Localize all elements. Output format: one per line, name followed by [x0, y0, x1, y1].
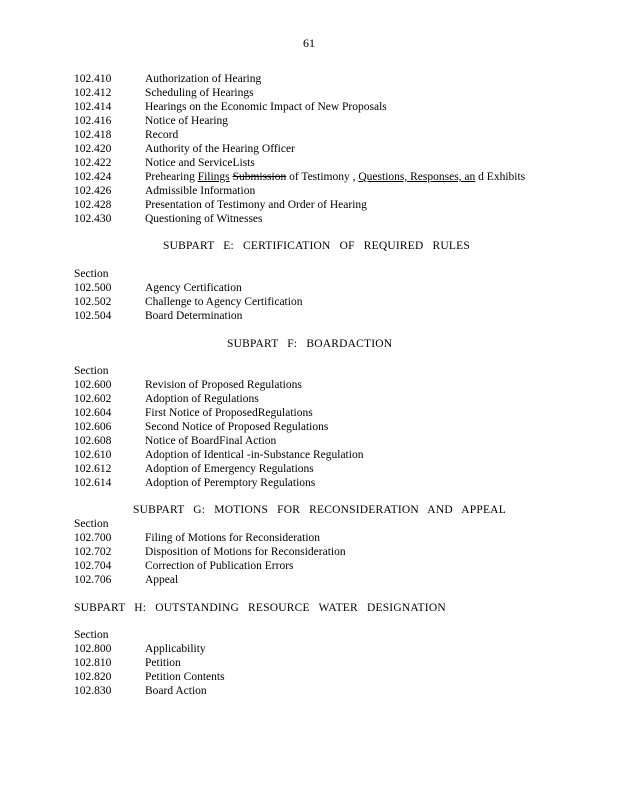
section-title: Authorization of Hearing	[145, 73, 262, 85]
toc-row	[74, 656, 181, 670]
toc-row	[74, 378, 302, 392]
section-title: First Notice of ProposedRegulations	[145, 407, 313, 419]
toc-row	[74, 670, 225, 684]
section-title: Correction of Publication Errors	[145, 560, 294, 572]
toc-row	[74, 281, 242, 295]
section-label: Section	[74, 268, 109, 280]
toc-row	[74, 198, 367, 212]
toc-row	[74, 392, 259, 406]
subpart-e-heading: SUBPART E: CERTIFICATION OF REQUIRED RULES	[163, 240, 470, 252]
section-title: Applicability	[145, 643, 206, 655]
deleted-text: Submission	[232, 171, 287, 183]
section-title: Questioning of Witnesses	[145, 213, 263, 225]
section-number: 102.504	[74, 310, 112, 322]
toc-row	[74, 184, 255, 198]
section-number: 102.422	[74, 157, 112, 169]
section-number: 102.700	[74, 532, 112, 544]
toc-row	[74, 100, 387, 114]
section-number: 102.502	[74, 296, 112, 308]
section-title	[145, 170, 525, 184]
section-number: 102.612	[74, 463, 112, 475]
section-number: 102.420	[74, 143, 112, 155]
section-title: Board Action	[145, 685, 207, 697]
toc-row	[74, 295, 302, 309]
section-title: Adoption of Identical -in-Substance Regulation	[145, 449, 364, 461]
title-part: d Exhibits	[475, 171, 526, 183]
section-title: Notice of BoardFinal Action	[145, 435, 277, 447]
toc-row	[74, 114, 228, 128]
section-number: 102.500	[74, 282, 112, 294]
section-title: Appeal	[145, 574, 179, 586]
toc-row	[74, 434, 276, 448]
toc-row	[74, 212, 263, 226]
section-title: Adoption of Emergency Regulations	[145, 463, 314, 475]
toc-row	[74, 476, 315, 490]
section-title: Hearings on the Economic Impact of New Proposals	[145, 101, 387, 113]
toc-row	[74, 684, 207, 698]
subpart-h-heading: SUBPART H: OUTSTANDING RESOURCE WATER DESIGNATION	[74, 602, 446, 614]
section-title: Admissible Information	[145, 185, 256, 197]
toc-row	[74, 642, 206, 656]
toc-row	[74, 559, 294, 573]
section-number: 102.426	[74, 185, 112, 197]
section-title: Agency Certification	[145, 282, 242, 294]
section-number: 102.830	[74, 685, 112, 697]
section-number: 102.430	[74, 213, 112, 225]
toc-row	[74, 309, 242, 323]
section-number: 102.704	[74, 560, 112, 572]
section-number: 102.614	[74, 477, 112, 489]
section-number: 102.608	[74, 435, 112, 447]
toc-row	[74, 573, 178, 587]
toc-row	[74, 86, 254, 100]
toc-row	[74, 406, 313, 420]
section-title: Challenge to Agency Certification	[145, 296, 303, 308]
section-title: Board Determination	[145, 310, 243, 322]
toc-row	[74, 420, 328, 434]
section-label: Section	[74, 629, 109, 641]
title-part: Prehearing	[145, 171, 198, 183]
section-number: 102.604	[74, 407, 112, 419]
section-number: 102.706	[74, 574, 112, 586]
section-title: Notice and ServiceLists	[145, 157, 255, 169]
inserted-text: Filings	[197, 171, 230, 183]
section-number: 102.414	[74, 101, 112, 113]
section-number: 102.410	[74, 73, 112, 85]
section-number: 102.820	[74, 671, 112, 683]
section-title: Authority of the Hearing Officer	[145, 143, 295, 155]
section-title: Second Notice of Proposed Regulations	[145, 421, 329, 433]
section-number: 102.412	[74, 87, 112, 99]
section-number: 102.800	[74, 643, 112, 655]
section-number: 102.602	[74, 393, 112, 405]
toc-row-amended	[74, 170, 525, 184]
toc-row	[74, 545, 346, 559]
section-number: 102.810	[74, 657, 112, 669]
toc-row	[74, 531, 320, 545]
section-title: Presentation of Testimony and Order of Hearing	[145, 199, 367, 211]
section-title: Notice of Hearing	[145, 115, 229, 127]
section-title: Adoption of Peremptory Regulations	[145, 477, 316, 489]
section-number: 102.416	[74, 115, 112, 127]
subpart-f-heading: SUBPART F: BOARDACTION	[227, 338, 393, 350]
section-number: 102.424	[74, 171, 112, 183]
toc-row	[74, 72, 261, 86]
subpart-g-heading: SUBPART G: MOTIONS FOR RECONSIDERATION AND APPEAL	[133, 504, 506, 516]
section-label: Section	[74, 518, 109, 530]
section-title: Petition	[145, 657, 181, 669]
section-title: Scheduling of Hearings	[145, 87, 254, 99]
inserted-text: Questions, Responses, an	[358, 171, 476, 183]
section-title: Filing of Motions for Reconsideration	[145, 532, 321, 544]
title-part: of Testimony ,	[286, 171, 359, 183]
section-number: 102.606	[74, 421, 112, 433]
section-title: Record	[145, 129, 179, 141]
toc-row	[74, 142, 295, 156]
section-number: 102.428	[74, 199, 112, 211]
section-title: Adoption of Regulations	[145, 393, 259, 405]
section-label: Section	[74, 365, 109, 377]
section-number: 102.418	[74, 129, 112, 141]
section-title: Revision of Proposed Regulations	[145, 379, 302, 391]
page-number: 61	[303, 36, 315, 50]
toc-row	[74, 128, 178, 142]
toc-row	[74, 448, 363, 462]
section-title: Disposition of Motions for Reconsideration	[145, 546, 346, 558]
toc-row	[74, 156, 255, 170]
section-title: Petition Contents	[145, 671, 225, 683]
toc-row	[74, 462, 314, 476]
section-number: 102.702	[74, 546, 112, 558]
section-number: 102.600	[74, 379, 112, 391]
section-number: 102.610	[74, 449, 112, 461]
